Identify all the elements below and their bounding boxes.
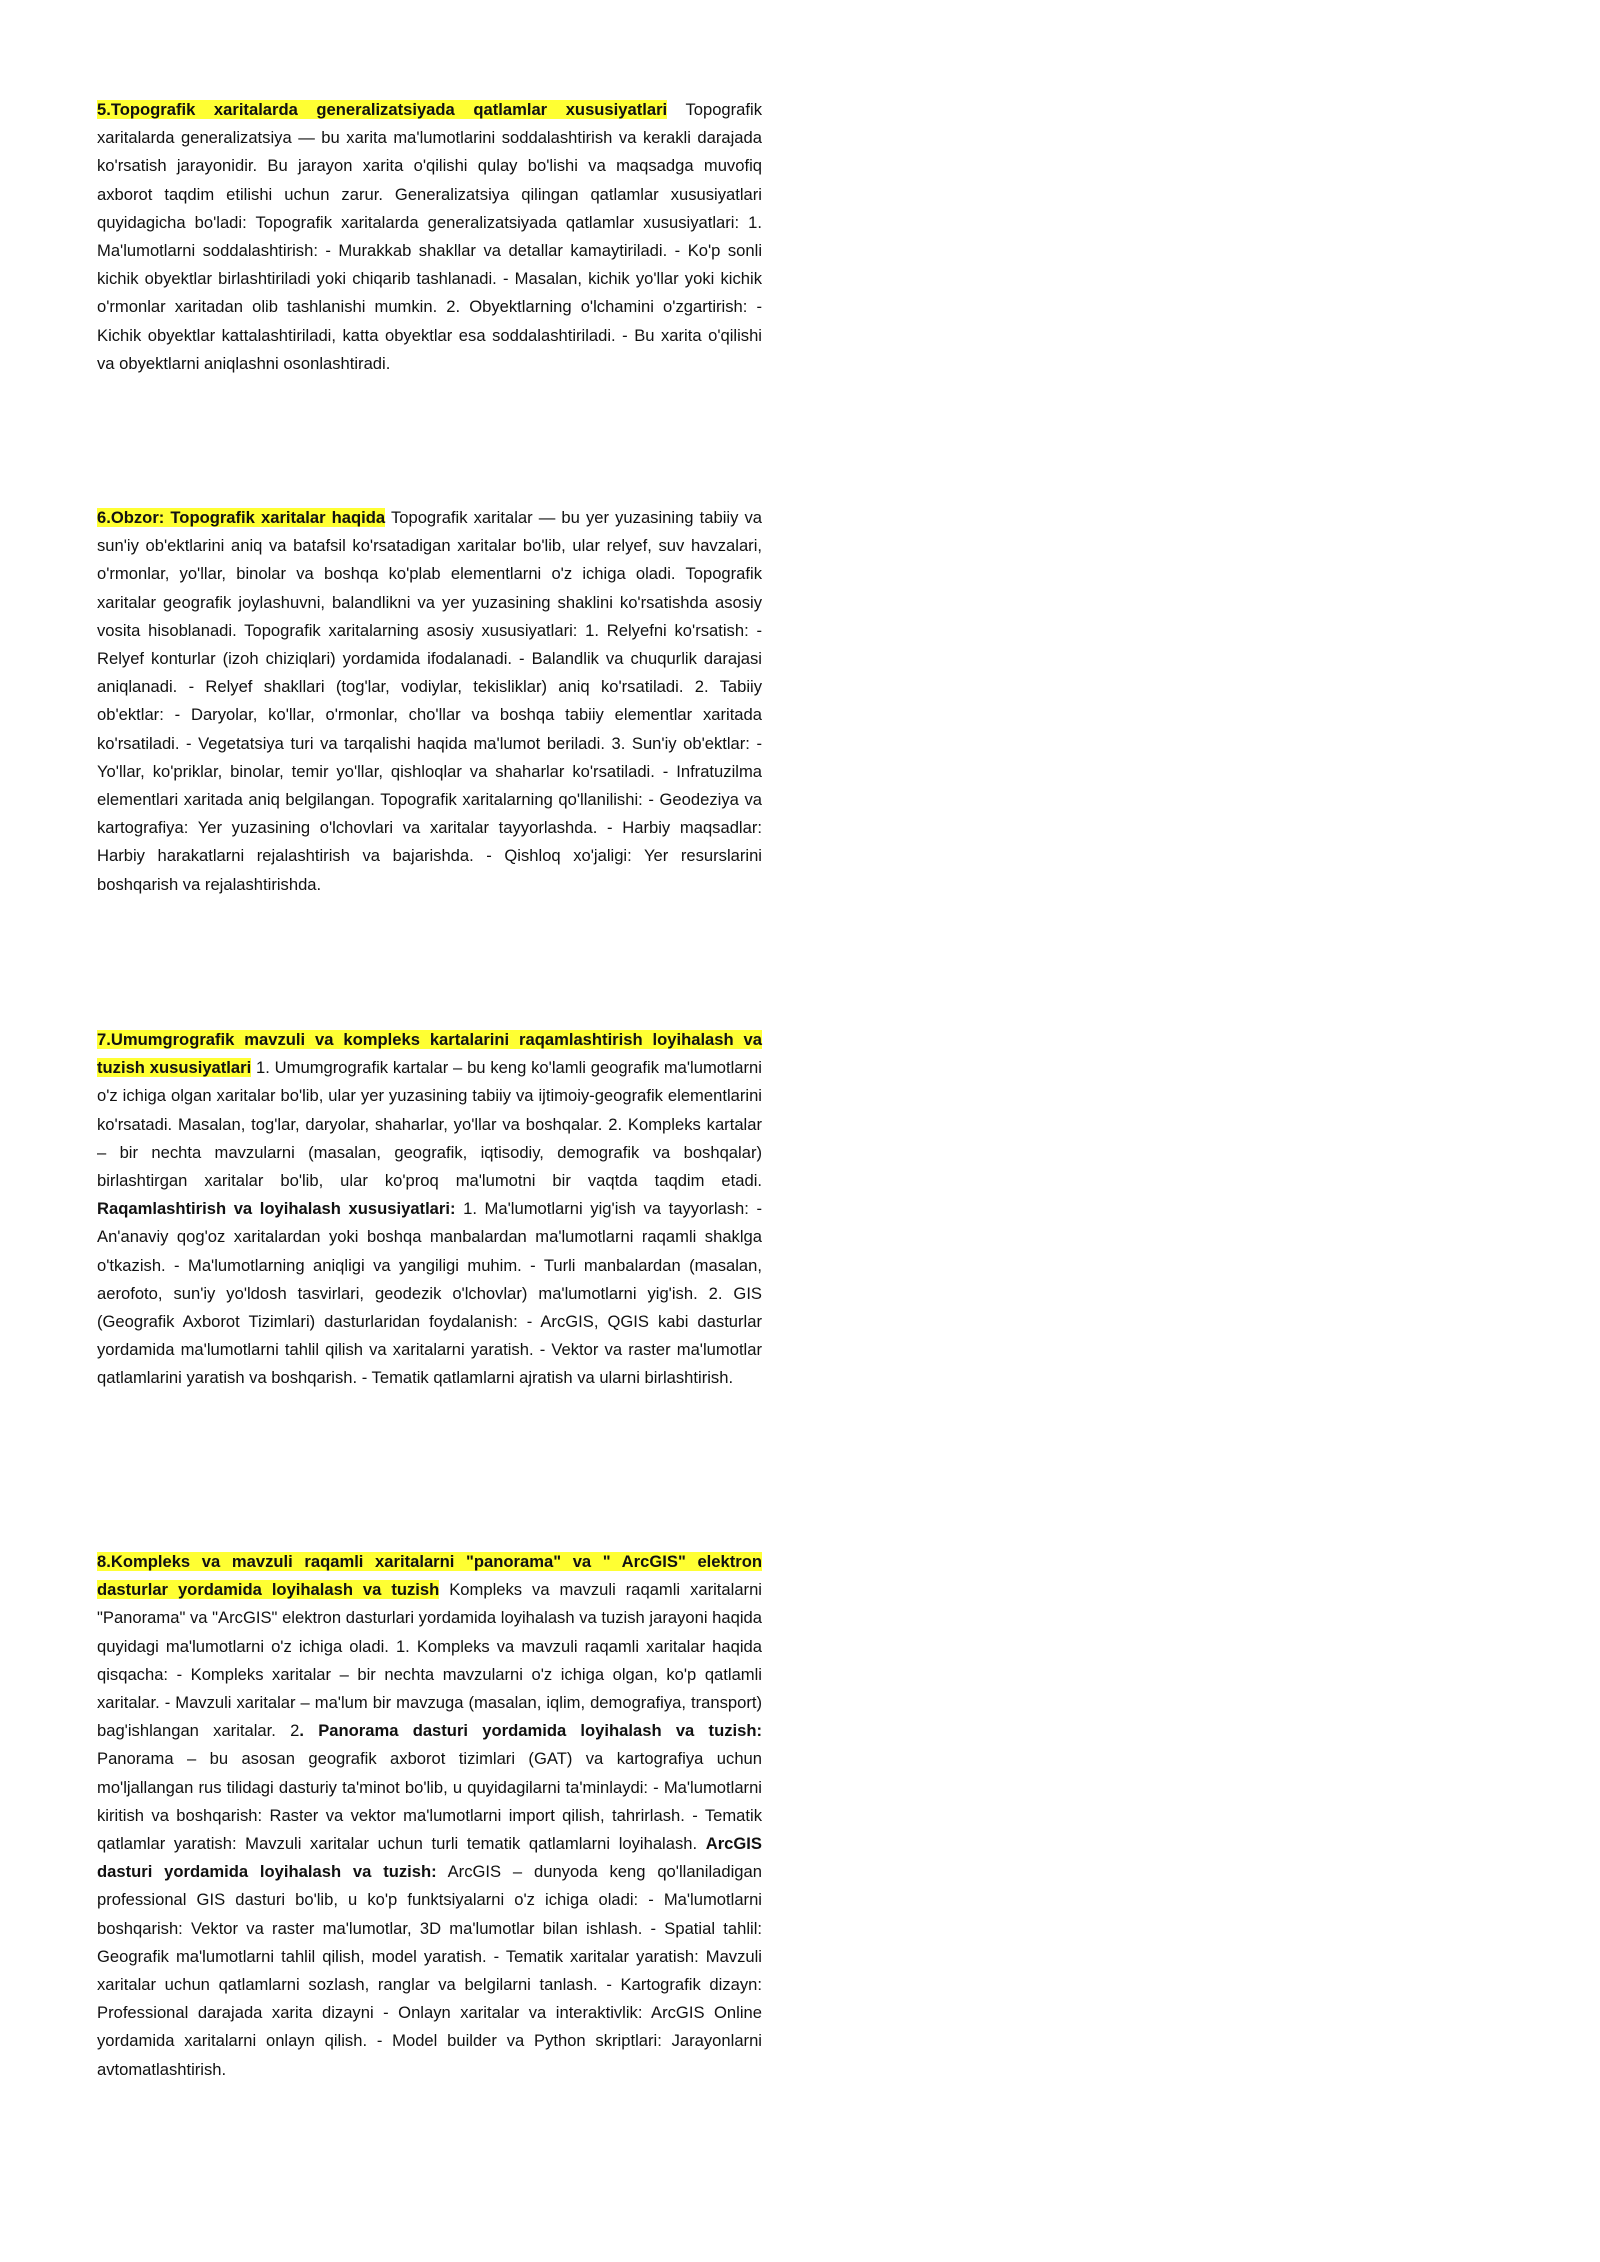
section-8-text-3: ArcGIS – dunyoda keng qo'llaniladigan professional GIS dasturi bo'lib, u ko'p funktsiyalarni o'z ichiga oladi: - Ma'lumotlarni boshqarish: Vektor va raster ma'lumotlar, 3D ma'lumotlar bilan ishlash. - Spatial tahlil: Geografik ma'lumotlarni tahlil qilish, model yaratish. - Tematik xaritalar yaratish: Mavzuli xaritalar uchun qatlamlarni sozlash, ranglar va belgilarni tanlash. - Kartografik dizayn: Professional darajada xarita dizayni - Onlayn xaritalar va interaktivlik: ArcGIS Online yordamida xaritalarni onlayn qilish. - Model builder va Python skriptlari: Jarayonlarni avtomatlashtirish.: [97, 1862, 762, 2079]
section-6: [97, 504, 762, 899]
section-6-heading: 6.Obzor: Topografik xaritalar haqida: [97, 508, 386, 527]
section-7: [97, 1026, 762, 1393]
section-5: [97, 96, 762, 378]
section-8-bold-arcgis: ArcGIS dasturi yordamida loyihalash va tuzish:: [97, 1834, 762, 1882]
section-8-text-2: Panorama – bu asosan geografik axborot tizimlari (GAT) va kartografiya uchun mo'ljallangan rus tilidagi dasturiy ta'minot bo'lib, u quyidagilarni ta'minlaydi: - Ma'lumotlarni kiritish va boshqarish: Raster va vektor ma'lumotlarni import qilish, tahrirlash. - Tematik qatlamlar yaratish: Mavzuli xaritalar uchun turli tematik qatlamlarni loyihalash.: [97, 1749, 762, 1854]
section-6-paragraph: [97, 504, 762, 899]
section-8-paragraph: [97, 1548, 762, 2084]
section-6-text: Topografik xaritalar — bu yer yuzasining tabiiy va sun'iy ob'ektlarini aniq va batafsil ko'rsatadigan xaritalar bo'lib, ular relyef, suv havzalari, o'rmonlar, yo'llar, binolar va boshqa ko'plab elementlarni o'z ichiga oladi. Topografik xaritalar geografik joylashuvni, balandlikni va yer yuzasining shaklini ko'rsatishda asosiy vosita hisoblanadi. Topografik xaritalarning asosiy xususiyatlari: 1. Relyefni ko'rsatish: - Relyef konturlar (izoh chiziqlari) yordamida ifodalanadi. - Balandlik va chuqurlik darajasi aniqlanadi. - Relyef shakllari (tog'lar, vodiylar, tekisliklar) aniq ko'rsatiladi. 2. Tabiiy ob'ektlar: - Daryolar, ko'llar, o'rmonlar, cho'llar va boshqa tabiiy elementlar xaritada ko'rsatiladi. - Vegetatsiya turi va tarqalishi haqida ma'lumot beriladi. 3. Sun'iy ob'ektlar: - Yo'llar, ko'priklar, binolar, temir yo'llar, qishloqlar va shaharlar ko'rsatiladi. - Infratuzilma elementlari xaritada aniq belgilangan. Topografik xaritalarning qo'llanilishi: - Geodeziya va kartografiya: Yer yuzasining o'lchovlari va xaritalar tayyorlashda. - Harbiy maqsadlar: Harbiy harakatlarni rejalashtirish va bajarishda. - Qishloq xo'jaligi: Yer resurslarini boshqarish va rejalashtirishda.: [97, 508, 762, 894]
section-7-bold-subheading: Raqamlashtirish va loyihalash xususiyatlari:: [97, 1199, 456, 1219]
section-7-paragraph: [97, 1026, 762, 1393]
section-5-heading: 5.Topografik xaritalarda generalizatsiyada qatlamlar xususiyatlari: [97, 100, 668, 119]
section-5-paragraph: [97, 96, 762, 378]
section-7-text-1: 1. Umumgrografik kartalar – bu keng ko'lamli geografik ma'lumotlarni o'z ichiga olgan xaritalar bo'lib, ular yer yuzasining tabiiy va ijtimoiy-geografik elementlarini ko'rsatadi. Masalan, tog'lar, daryolar, shaharlar, yo'llar va boshqalar. 2. Kompleks kartalar – bir nechta mavzularni (masalan, geografik, iqtisodiy, demografik va boshqalar) birlashtirgan xaritalar bo'lib, ular ko'proq ma'lumotni bir vaqtda taqdim etadi.: [97, 1058, 762, 1191]
section-7-heading: 7.Umumgrografik mavzuli va kompleks kartalarini raqamlashtirish loyihalash va tuzish xususiyatlari: [97, 1030, 762, 1078]
section-7-text-2: 1. Ma'lumotlarni yig'ish va tayyorlash: - An'anaviy qog'oz xaritalardan yoki boshqa manbalardan ma'lumotlarni raqamli shaklga o'tkazish. - Ma'lumotlarning aniqligi va yangiligi muhim. - Turli manbalardan (masalan, aerofoto, sun'iy yo'ldosh tasvirlari, geodezik o'lchovlar) ma'lumotlarni yig'ish. 2. GIS (Geografik Axborot Tizimlari) dasturlaridan foydalanish: - ArcGIS, QGIS kabi dasturlar yordamida ma'lumotlarni tahlil qilish va xaritalarni yaratish. - Vektor va raster ma'lumotlar qatlamlarini yaratish va boshqarish. - Tematik qatlamlarni ajratish va ularni birlashtirish.: [97, 1199, 762, 1388]
section-8-text-1: Kompleks va mavzuli raqamli xaritalarni "Panorama" va "ArcGIS" elektron dasturlari yordamida loyihalash va tuzish jarayoni haqida quyidagi ma'lumotlarni o'z ichiga oladi. 1. Kompleks va mavzuli raqamli xaritalar haqida qisqacha: - Kompleks xaritalar – bir nechta mavzularni o'z ichiga olgan, ko'p qatlamli xaritalar. - Mavzuli xaritalar – ma'lum bir mavzuga (masalan, iqlim, demografiya, transport) bag'ishlangan xaritalar. 2: [97, 1580, 762, 1741]
section-8-heading: 8.Kompleks va mavzuli raqamli xaritalarni "panorama" va " ArcGIS" elektron dasturlar yordamida loyihalash va tuzish: [97, 1552, 762, 1600]
section-5-text: Topografik xaritalarda generalizatsiya — bu xarita ma'lumotlarini soddalashtirish va kerakli darajada ko'rsatish jarayonidir. Bu jarayon xarita o'qilishi qulay bo'lishi va maqsadga muvofiq axborot taqdim etilishi uchun zarur. Generalizatsiya qilingan qatlamlar xususiyatlari quyidagicha bo'ladi: Topografik xaritalarda generalizatsiyada qatlamlar xususiyatlari: 1. Ma'lumotlarni soddalashtirish: - Murakkab shakllar va detallar kamaytiriladi. - Ko'p sonli kichik obyektlar birlashtiriladi yoki chiqarib tashlanadi. - Masalan, kichik yo'llar yoki kichik o'rmonlar xaritadan olib tashlanishi mumkin. 2. Obyektlarning o'lchamini o'zgartirish: - Kichik obyektlar kattalashtiriladi, katta obyektlar esa soddalashtiriladi. - Bu xarita o'qilishi va obyektlarni aniqlashni osonlashtiradi.: [97, 100, 763, 373]
section-8: [97, 1548, 762, 2084]
section-8-bold-panorama: . Panorama dasturi yordamida loyihalash va tuzish:: [299, 1721, 762, 1741]
